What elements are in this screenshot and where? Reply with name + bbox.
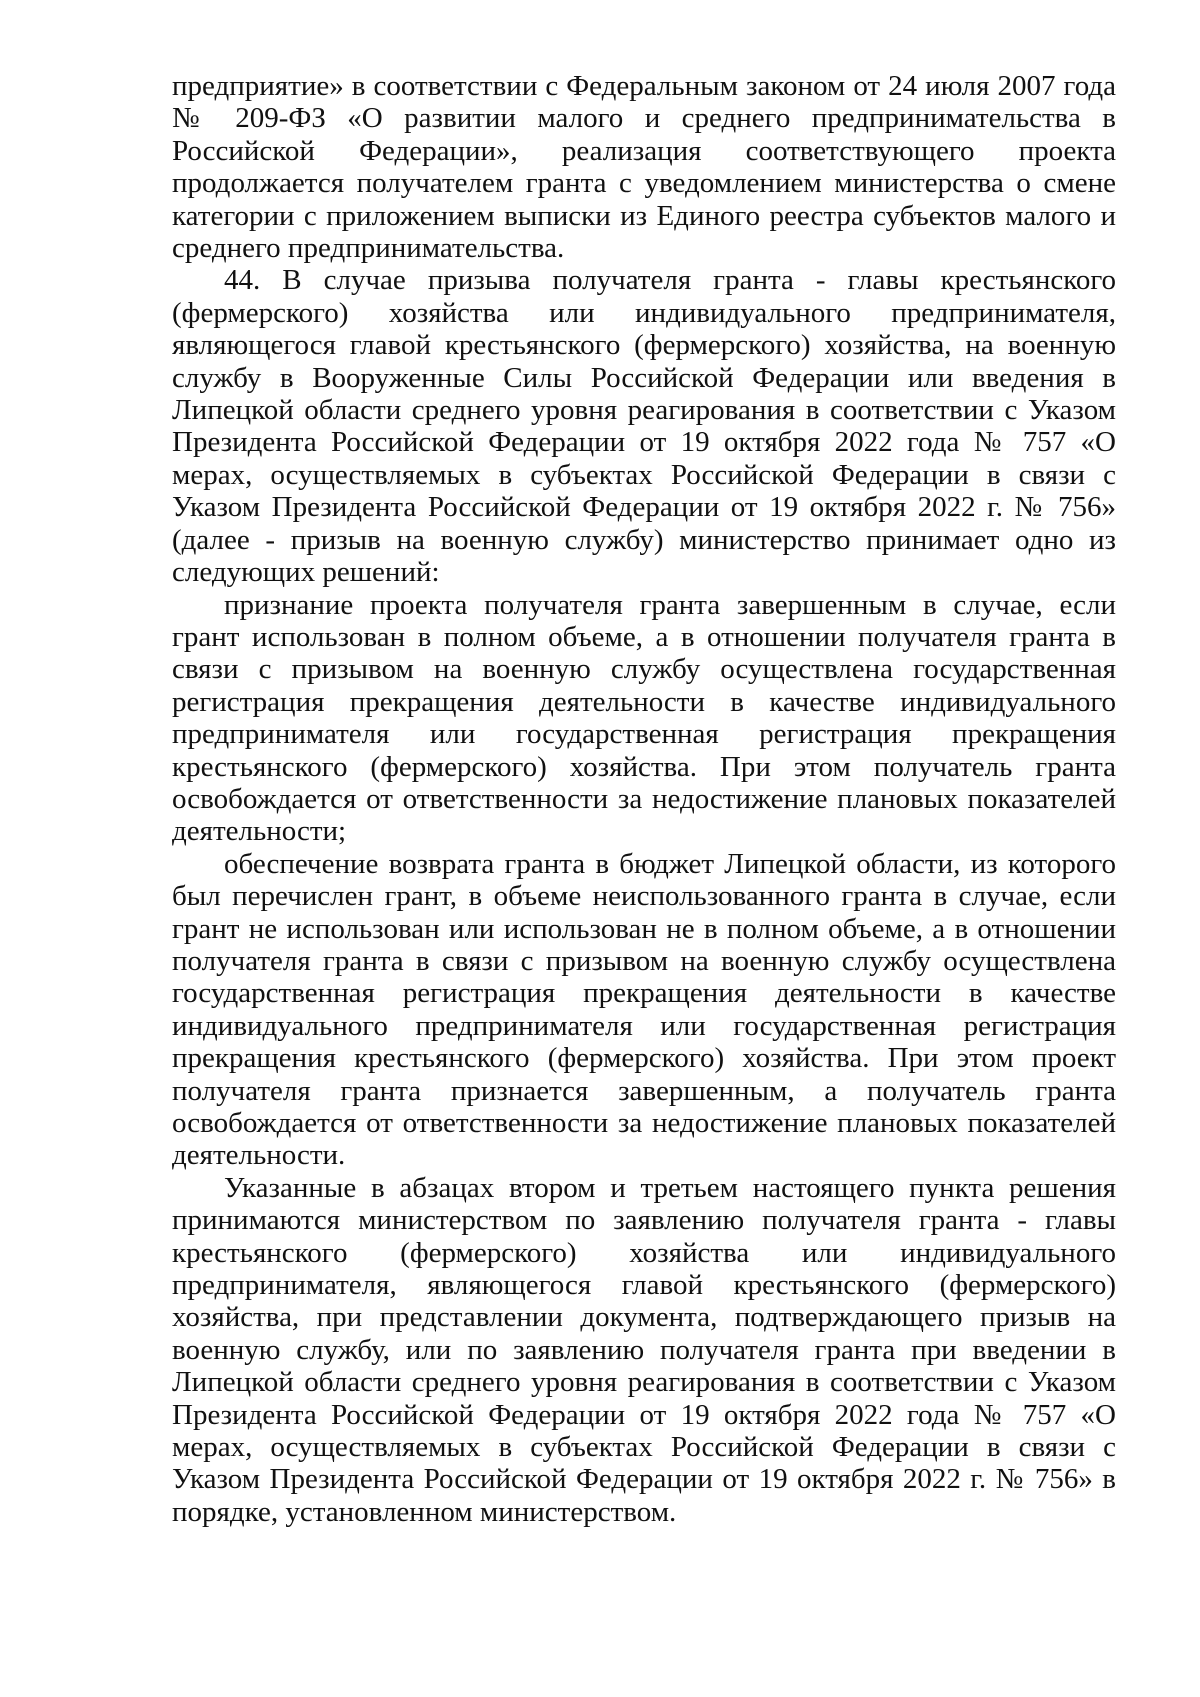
paragraph-continuation: предприятие» в соответствии с Федеральным законом от 24 июля 2007 года № 209-ФЗ «О развитии малого и среднего предпринимательства в Российской Федерации», реализация соответствующего проекта продолжается получателем гранта с уведомлением министерства о смене категории с приложением выписки из Единого реестра субъектов малого и среднего предпринимательства. <box>172 70 1116 265</box>
paragraph-clause-44: 44. В случае призыва получателя гранта - главы крестьянского (фермерского) хозяйства или индивидуального предпринимателя, являющегося главой крестьянского (фермерского) хозяйства, на военную службу в Вооруженные Силы Российской Федерации или введения в Липецкой области среднего уровня реагирования в соответствии с Указом Президента Российской Федерации от 19 октября 2022 года № 757 «О мерах, осуществляемых в субъектах Российской Федерации в связи с Указом Президента Российской Федерации от 19 октября 2022 г. № 756» (далее - призыв на военную службу) министерство принимает одно из следующих решений: <box>172 264 1116 589</box>
paragraph-decision-refund: обеспечение возврата гранта в бюджет Липецкой области, из которого был перечислен грант, в объеме неиспользованного гранта в случае, если грант не использован или использован не в полном объеме, а в отношении получателя гранта в связи с призывом на военную службу осуществлена государственная регистрация прекращения деятельности в качестве индивидуального предпринимателя или государственная регистрация прекращения крестьянского (фермерского) хозяйства. При этом проект получателя гранта признается завершенным, а получатель гранта освобождается от ответственности за недостижение плановых показателей деятельности. <box>172 847 1116 1172</box>
paragraph-decision-procedure: Указанные в абзацах втором и третьем настоящего пункта решения принимаются министерством по заявлению получателя гранта - главы крестьянского (фермерского) хозяйства или индивидуального предпринимателя, являющегося главой крестьянского (фермерского) хозяйства, при представлении документа, подтверждающего призыв на военную службу, или по заявлению получателя гранта при введении в Липецкой области среднего уровня реагирования в соответствии с Указом Президента Российской Федерации от 19 октября 2022 года № 757 «О мерах, осуществляемых в субъектах Российской Федерации в связи с Указом Президента Российской Федерации от 19 октября 2022 г. № 756» в порядке, установленном министерством. <box>172 1171 1116 1528</box>
document-body <box>172 70 1116 1528</box>
paragraph-decision-completion: признание проекта получателя гранта завершенным в случае, если грант использован в полном объеме, а в отношении получателя гранта в связи с призывом на военную службу осуществлена государственная регистрация прекращения деятельности в качестве индивидуального предпринимателя или государственная регистрация прекращения крестьянского (фермерского) хозяйства. При этом получатель гранта освобождается от ответственности за недостижение плановых показателей деятельности; <box>172 588 1116 848</box>
